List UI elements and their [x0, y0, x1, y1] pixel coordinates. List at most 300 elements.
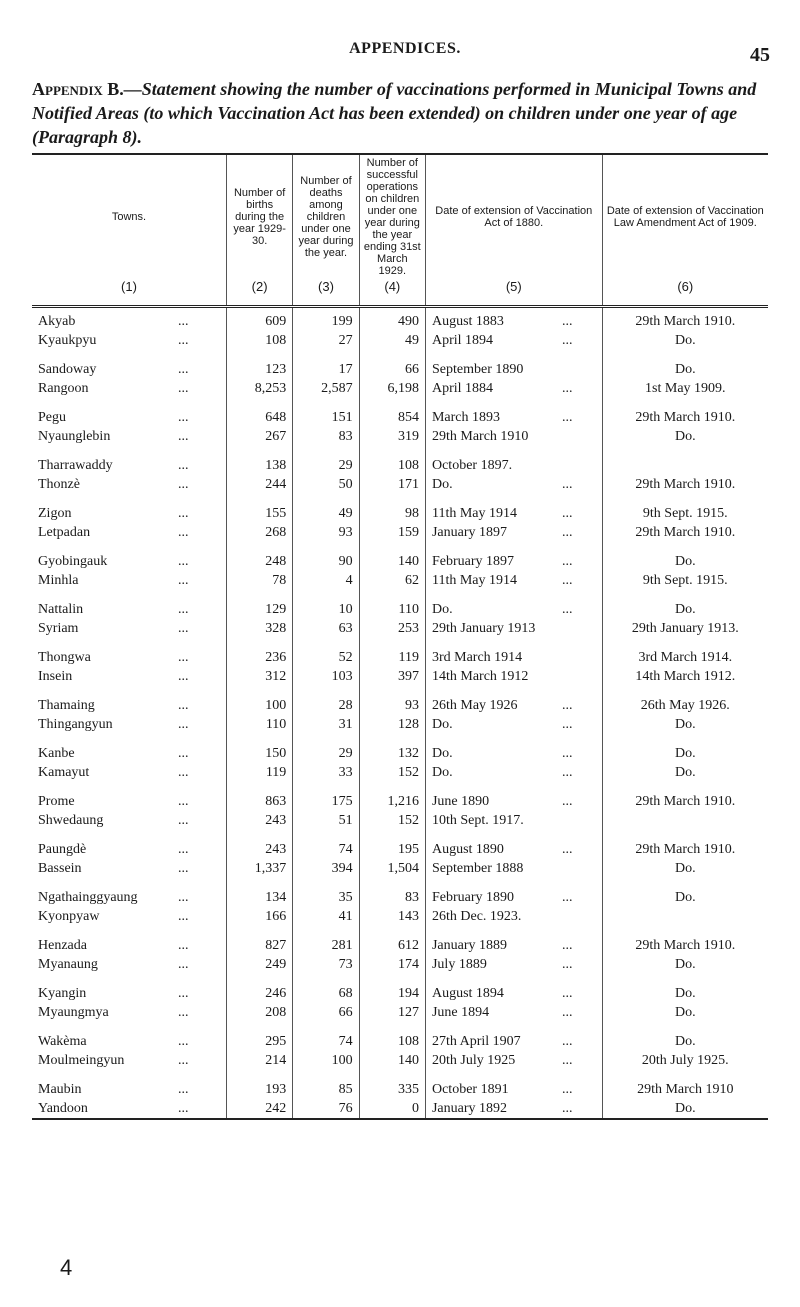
- amendment-extension-cell: 14th March 1912.: [602, 667, 768, 686]
- deaths-cell: 17: [293, 360, 359, 379]
- town-name: Kamayut: [38, 765, 90, 780]
- gap-cell: [425, 446, 602, 456]
- births-cell: 648: [226, 408, 292, 427]
- gap-cell: [293, 974, 359, 984]
- leader-dots: ...: [178, 506, 189, 521]
- town-cell: [32, 744, 226, 763]
- act-extension-date: 20th July 1925: [431, 1053, 516, 1068]
- table-row: [32, 936, 768, 955]
- births-cell: 249: [226, 955, 292, 974]
- act-extension-date: February 1897: [431, 554, 515, 569]
- act-extension-cell: [425, 744, 602, 763]
- gap-cell: [226, 398, 292, 408]
- gap-cell: [32, 446, 226, 456]
- act-extension-date: February 1890: [431, 890, 515, 905]
- row-gap: [32, 398, 768, 408]
- act-extension-cell: [425, 859, 602, 878]
- births-cell: 863: [226, 792, 292, 811]
- gap-cell: [226, 878, 292, 888]
- town-cell: [32, 504, 226, 523]
- town-cell: [32, 888, 226, 907]
- operations-cell: 132: [359, 744, 425, 763]
- gap-cell: [602, 398, 768, 408]
- table-row: [32, 984, 768, 1003]
- gap-cell: [32, 638, 226, 648]
- column-header: Number of deaths among children under one year during the year.: [293, 154, 359, 279]
- town-name: Henzada: [38, 938, 87, 953]
- gap-cell: [359, 542, 425, 552]
- town-cell: [32, 936, 226, 955]
- row-gap: [32, 1070, 768, 1080]
- births-cell: 236: [226, 648, 292, 667]
- gap-cell: [32, 782, 226, 792]
- row-gap: [32, 494, 768, 504]
- gap-cell: [32, 686, 226, 696]
- amendment-extension-cell: Do.: [602, 360, 768, 379]
- gap-cell: [32, 830, 226, 840]
- table-row: [32, 715, 768, 734]
- gap-cell: [359, 686, 425, 696]
- operations-cell: 194: [359, 984, 425, 1003]
- gap-cell: [602, 350, 768, 360]
- column-number: (4): [359, 279, 425, 307]
- act-extension-date: October 1891: [431, 1082, 509, 1097]
- act-extension-date: January 1889: [431, 938, 508, 953]
- row-gap: [32, 830, 768, 840]
- table-row: [32, 667, 768, 686]
- gap-cell: [32, 974, 226, 984]
- births-cell: 243: [226, 840, 292, 859]
- town-name: Bassein: [38, 861, 82, 876]
- running-title: APPENDICES.: [349, 40, 461, 57]
- act-extension-date: March 1893: [431, 410, 501, 425]
- gap-cell: [359, 590, 425, 600]
- deaths-cell: 83: [293, 427, 359, 446]
- births-cell: 267: [226, 427, 292, 446]
- row-gap: [32, 1022, 768, 1032]
- town-name: Sandoway: [38, 362, 97, 377]
- gap-cell: [226, 974, 292, 984]
- table-row: [32, 571, 768, 590]
- gap-cell: [602, 590, 768, 600]
- deaths-cell: 68: [293, 984, 359, 1003]
- act-extension-cell: [425, 1080, 602, 1099]
- deaths-cell: 74: [293, 1032, 359, 1051]
- gap-cell: [359, 350, 425, 360]
- leader-dots: ...: [561, 573, 573, 588]
- amendment-extension-cell: 26th May 1926.: [602, 696, 768, 715]
- amendment-extension-cell: Do.: [602, 331, 768, 350]
- gap-cell: [293, 782, 359, 792]
- town-cell: [32, 811, 226, 830]
- act-extension-date: 3rd March 1914: [431, 650, 523, 665]
- act-extension-cell: [425, 619, 602, 638]
- operations-cell: 127: [359, 1003, 425, 1022]
- column-header: Number of successful operations on children under one year during the year ending 31st March 1929.: [359, 154, 425, 279]
- operations-cell: 140: [359, 1051, 425, 1070]
- town-name: Insein: [38, 669, 73, 684]
- gap-cell: [226, 686, 292, 696]
- deaths-cell: 281: [293, 936, 359, 955]
- deaths-cell: 29: [293, 744, 359, 763]
- amendment-extension-cell: 9th Sept. 1915.: [602, 571, 768, 590]
- town-cell: [32, 763, 226, 782]
- table-head: [32, 154, 768, 307]
- act-extension-cell: [425, 811, 602, 830]
- table-row: [32, 331, 768, 350]
- act-extension-cell: [425, 456, 602, 475]
- act-extension-date: 14th March 1912: [431, 669, 529, 684]
- act-extension-cell: [425, 888, 602, 907]
- table-row: [32, 840, 768, 859]
- gap-cell: [32, 926, 226, 936]
- operations-cell: 128: [359, 715, 425, 734]
- births-cell: 242: [226, 1099, 292, 1119]
- gap-cell: [359, 926, 425, 936]
- table-row: [32, 379, 768, 398]
- town-cell: [32, 840, 226, 859]
- gap-cell: [32, 590, 226, 600]
- deaths-cell: 151: [293, 408, 359, 427]
- town-name: Zigon: [38, 506, 72, 521]
- row-gap: [32, 590, 768, 600]
- act-extension-date: January 1892: [431, 1101, 508, 1116]
- town-name: Tharrawaddy: [38, 458, 113, 473]
- table-row: [32, 907, 768, 926]
- act-extension-date: 11th May 1914: [431, 573, 518, 588]
- gap-cell: [293, 398, 359, 408]
- leader-dots: ...: [561, 314, 573, 329]
- act-extension-cell: [425, 1099, 602, 1119]
- amendment-extension-cell: 1st May 1909.: [602, 379, 768, 398]
- gap-cell: [359, 494, 425, 504]
- act-extension-cell: [425, 984, 602, 1003]
- leader-dots: ...: [178, 1101, 189, 1116]
- leader-dots: ...: [561, 765, 573, 780]
- gap-cell: [359, 878, 425, 888]
- town-name: Kyangin: [38, 986, 87, 1001]
- operations-cell: 171: [359, 475, 425, 494]
- gap-cell: [226, 542, 292, 552]
- gap-cell: [226, 782, 292, 792]
- births-cell: 123: [226, 360, 292, 379]
- deaths-cell: 10: [293, 600, 359, 619]
- act-extension-cell: [425, 1051, 602, 1070]
- leader-dots: ...: [178, 813, 189, 828]
- town-cell: [32, 523, 226, 542]
- leader-dots: ...: [178, 458, 189, 473]
- leader-dots: ...: [561, 957, 573, 972]
- leader-dots: ...: [178, 842, 189, 857]
- amendment-extension-cell: 3rd March 1914.: [602, 648, 768, 667]
- gap-cell: [226, 638, 292, 648]
- town-name: Thongwa: [38, 650, 91, 665]
- gap-cell: [359, 446, 425, 456]
- act-extension-date: August 1890: [431, 842, 504, 857]
- gap-cell: [602, 734, 768, 744]
- births-cell: 246: [226, 984, 292, 1003]
- operations-cell: 62: [359, 571, 425, 590]
- act-extension-cell: [425, 936, 602, 955]
- town-cell: [32, 600, 226, 619]
- gap-cell: [602, 638, 768, 648]
- row-gap: [32, 782, 768, 792]
- town-name: Rangoon: [38, 381, 89, 396]
- gap-cell: [226, 1022, 292, 1032]
- leader-dots: ...: [561, 477, 573, 492]
- births-cell: 214: [226, 1051, 292, 1070]
- gap-cell: [425, 974, 602, 984]
- act-extension-date: 29th January 1913: [431, 621, 536, 636]
- leader-dots: ...: [561, 554, 573, 569]
- act-extension-cell: [425, 331, 602, 350]
- act-extension-cell: [425, 408, 602, 427]
- deaths-cell: 76: [293, 1099, 359, 1119]
- deaths-cell: 90: [293, 552, 359, 571]
- column-header: Date of extension of Vaccination Law Amendment Act of 1909.: [602, 154, 768, 279]
- operations-cell: 152: [359, 763, 425, 782]
- town-cell: [32, 619, 226, 638]
- row-gap: [32, 542, 768, 552]
- town-name: Myaungmya: [38, 1005, 109, 1020]
- births-cell: 312: [226, 667, 292, 686]
- town-name: Yandoon: [38, 1101, 88, 1116]
- act-extension-cell: [425, 600, 602, 619]
- act-extension-cell: [425, 1032, 602, 1051]
- leader-dots: ...: [561, 842, 573, 857]
- act-extension-cell: [425, 840, 602, 859]
- table-row: [32, 456, 768, 475]
- leader-dots: ...: [561, 602, 573, 617]
- row-gap: [32, 686, 768, 696]
- act-extension-date: 11th May 1914: [431, 506, 518, 521]
- act-extension-date: September 1888: [431, 861, 524, 876]
- gap-cell: [359, 398, 425, 408]
- amendment-extension-cell: Do.: [602, 1032, 768, 1051]
- footer-number: 4: [60, 1255, 73, 1280]
- gap-cell: [226, 590, 292, 600]
- operations-cell: 66: [359, 360, 425, 379]
- deaths-cell: 394: [293, 859, 359, 878]
- amendment-extension-cell: [602, 456, 768, 475]
- leader-dots: ...: [178, 362, 189, 377]
- table-row: [32, 360, 768, 379]
- deaths-cell: 31: [293, 715, 359, 734]
- town-name: Nattalin: [38, 602, 84, 617]
- act-extension-cell: [425, 792, 602, 811]
- births-cell: 248: [226, 552, 292, 571]
- amendment-extension-cell: 29th March 1910.: [602, 307, 768, 332]
- deaths-cell: 27: [293, 331, 359, 350]
- operations-cell: 0: [359, 1099, 425, 1119]
- gap-cell: [359, 638, 425, 648]
- leader-dots: ...: [561, 333, 573, 348]
- amendment-extension-cell: [602, 811, 768, 830]
- operations-cell: 110: [359, 600, 425, 619]
- town-cell: [32, 984, 226, 1003]
- act-extension-date: August 1894: [431, 986, 504, 1001]
- births-cell: 150: [226, 744, 292, 763]
- table-row: [32, 763, 768, 782]
- table-row: [32, 475, 768, 494]
- leader-dots: ...: [178, 1082, 189, 1097]
- births-cell: 138: [226, 456, 292, 475]
- gap-cell: [293, 1022, 359, 1032]
- act-extension-date: 10th Sept. 1917.: [431, 813, 524, 828]
- gap-cell: [425, 782, 602, 792]
- leader-dots: ...: [561, 1101, 573, 1116]
- town-name: Shwedaung: [38, 813, 104, 828]
- table-row: [32, 504, 768, 523]
- gap-cell: [425, 1022, 602, 1032]
- gap-cell: [32, 398, 226, 408]
- gap-cell: [359, 734, 425, 744]
- act-extension-date: January 1897: [431, 525, 508, 540]
- table-row: [32, 792, 768, 811]
- leader-dots: ...: [561, 1005, 573, 1020]
- town-cell: [32, 955, 226, 974]
- operations-cell: 1,504: [359, 859, 425, 878]
- column-header: Number of births during the year 1929-30.: [226, 154, 292, 279]
- gap-cell: [32, 542, 226, 552]
- town-cell: [32, 456, 226, 475]
- deaths-cell: 51: [293, 811, 359, 830]
- deaths-cell: 35: [293, 888, 359, 907]
- deaths-cell: 41: [293, 907, 359, 926]
- leader-dots: ...: [561, 506, 573, 521]
- leader-dots: ...: [178, 746, 189, 761]
- town-cell: [32, 571, 226, 590]
- gap-cell: [293, 1070, 359, 1080]
- leader-dots: ...: [178, 333, 189, 348]
- amendment-extension-cell: Do.: [602, 744, 768, 763]
- table-row: [32, 888, 768, 907]
- births-cell: 134: [226, 888, 292, 907]
- births-cell: 193: [226, 1080, 292, 1099]
- gap-cell: [602, 686, 768, 696]
- operations-cell: 83: [359, 888, 425, 907]
- column-number: (5): [425, 279, 602, 307]
- town-cell: [32, 1032, 226, 1051]
- operations-cell: 143: [359, 907, 425, 926]
- births-cell: 1,337: [226, 859, 292, 878]
- births-cell: 243: [226, 811, 292, 830]
- leader-dots: ...: [561, 717, 573, 732]
- table-row: [32, 619, 768, 638]
- gap-cell: [425, 398, 602, 408]
- town-name: Prome: [38, 794, 75, 809]
- act-extension-date: October 1897.: [431, 458, 513, 473]
- leader-dots: ...: [178, 986, 189, 1001]
- town-name: Thonzè: [38, 477, 80, 492]
- table-caption: [32, 77, 772, 149]
- vaccination-table: [32, 153, 768, 1120]
- gap-cell: [32, 350, 226, 360]
- town-name: Nyaunglebin: [38, 429, 111, 444]
- deaths-cell: 49: [293, 504, 359, 523]
- amendment-extension-cell: Do.: [602, 1099, 768, 1119]
- amendment-extension-cell: 29th January 1913.: [602, 619, 768, 638]
- leader-dots: ...: [178, 794, 189, 809]
- leader-dots: ...: [178, 1005, 189, 1020]
- leader-dots: ...: [178, 698, 189, 713]
- act-extension-cell: [425, 907, 602, 926]
- gap-cell: [293, 350, 359, 360]
- deaths-cell: 50: [293, 475, 359, 494]
- gap-cell: [226, 1070, 292, 1080]
- act-extension-cell: [425, 648, 602, 667]
- births-cell: 268: [226, 523, 292, 542]
- leader-dots: ...: [561, 1082, 573, 1097]
- page-number: 45: [750, 44, 770, 66]
- deaths-cell: 29: [293, 456, 359, 475]
- leader-dots: ...: [178, 890, 189, 905]
- town-cell: [32, 715, 226, 734]
- gap-cell: [293, 878, 359, 888]
- gap-cell: [293, 830, 359, 840]
- deaths-cell: 2,587: [293, 379, 359, 398]
- table-row: [32, 696, 768, 715]
- town-name: Kyonpyaw: [38, 909, 100, 924]
- town-cell: [32, 859, 226, 878]
- amendment-extension-cell: 20th July 1925.: [602, 1051, 768, 1070]
- operations-cell: 854: [359, 408, 425, 427]
- act-extension-cell: [425, 763, 602, 782]
- operations-cell: 195: [359, 840, 425, 859]
- town-name: Akyab: [38, 314, 76, 329]
- act-extension-date: 26th May 1926: [431, 698, 518, 713]
- gap-cell: [602, 494, 768, 504]
- leader-dots: ...: [178, 1034, 189, 1049]
- amendment-extension-cell: 9th Sept. 1915.: [602, 504, 768, 523]
- town-name: Myanaung: [38, 957, 98, 972]
- amendment-extension-cell: Do.: [602, 715, 768, 734]
- leader-dots: ...: [178, 765, 189, 780]
- gap-cell: [32, 734, 226, 744]
- table-row: [32, 307, 768, 332]
- act-extension-cell: [425, 427, 602, 446]
- amendment-extension-cell: Do.: [602, 984, 768, 1003]
- caption-lead: Appendix B.: [32, 79, 124, 99]
- column-number: (1): [121, 279, 137, 294]
- operations-cell: 98: [359, 504, 425, 523]
- leader-dots: ...: [178, 381, 189, 396]
- amendment-extension-cell: Do.: [602, 1003, 768, 1022]
- amendment-extension-cell: 29th March 1910.: [602, 792, 768, 811]
- operations-cell: 119: [359, 648, 425, 667]
- leader-dots: ...: [178, 669, 189, 684]
- column-number: (3): [293, 279, 359, 307]
- births-cell: 110: [226, 715, 292, 734]
- act-extension-date: April 1884: [431, 381, 494, 396]
- operations-cell: 319: [359, 427, 425, 446]
- gap-cell: [293, 494, 359, 504]
- act-extension-date: Do.: [431, 602, 453, 617]
- town-name: Maubin: [38, 1082, 82, 1097]
- act-extension-date: July 1889: [431, 957, 487, 972]
- town-name: Thingangyun: [38, 717, 113, 732]
- amendment-extension-cell: Do.: [602, 859, 768, 878]
- amendment-extension-cell: Do.: [602, 600, 768, 619]
- deaths-cell: 33: [293, 763, 359, 782]
- act-extension-date: June 1890: [431, 794, 490, 809]
- leader-dots: ...: [178, 861, 189, 876]
- deaths-cell: 66: [293, 1003, 359, 1022]
- leader-dots: ...: [561, 938, 573, 953]
- gap-cell: [602, 1070, 768, 1080]
- town-name: Kyaukpyu: [38, 333, 97, 348]
- town-cell: [32, 1080, 226, 1099]
